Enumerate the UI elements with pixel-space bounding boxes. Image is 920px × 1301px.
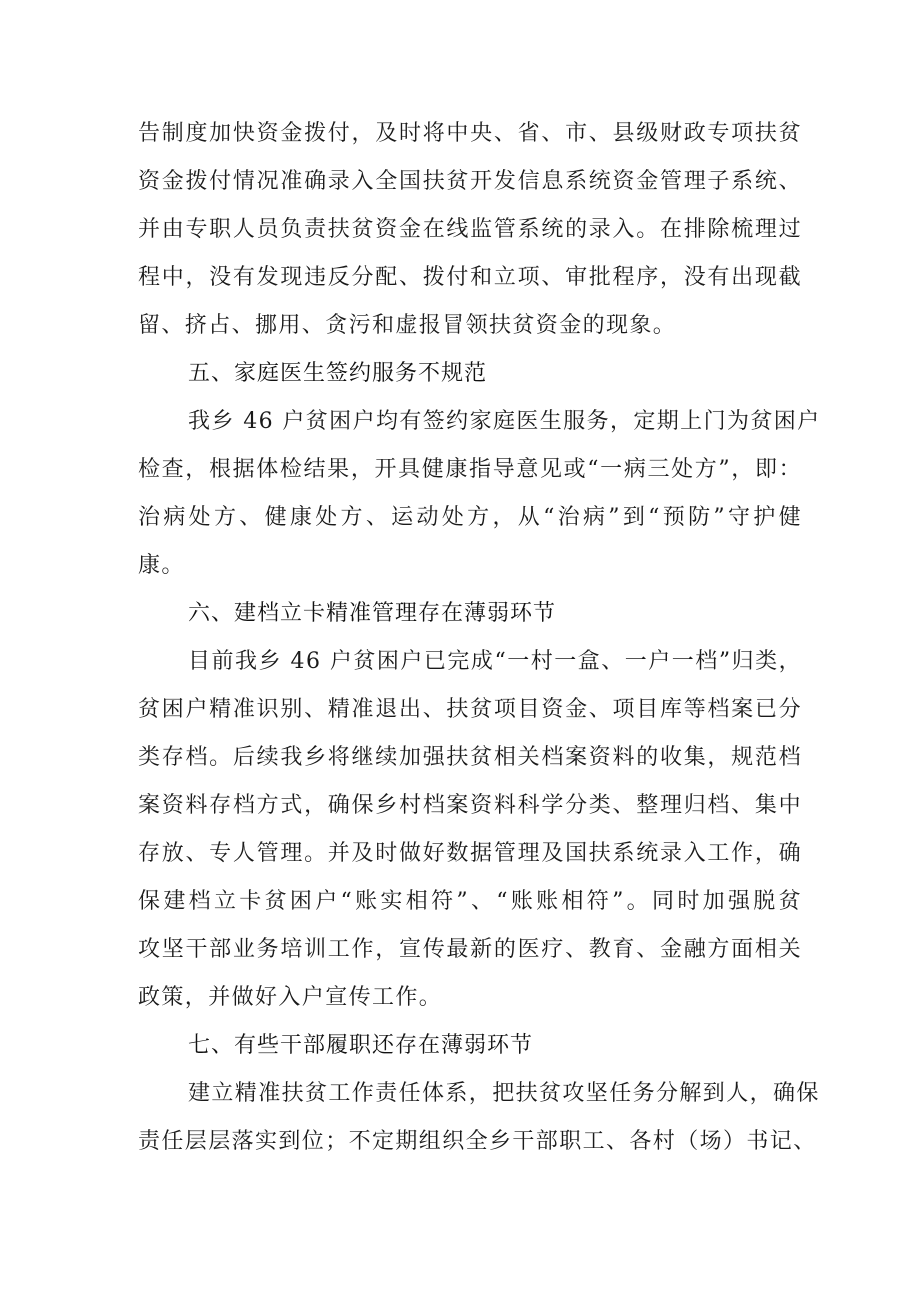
text-line: 资金拨付情况准确录入全国扶贫开发信息系统资金管理子系统、 (138, 169, 802, 194)
paragraph-family-doctor (138, 398, 821, 590)
document-body (138, 110, 821, 1166)
text-line: 程中，没有发现违反分配、拨付和立项、审批程序，没有出现截 (138, 265, 802, 290)
text-line: 责任层层落实到位；不定期组织全乡干部职工、各村（场）书记、 (138, 1129, 817, 1154)
text-line: 康。 (138, 553, 185, 578)
text-line: 建立精准扶贫工作责任体系，把扶贫攻坚任务分解到人，确保 (188, 1081, 820, 1106)
section-heading-6: 六、建档立卡精准管理存在薄弱环节 (188, 601, 557, 626)
text-line: 检查，根据体检结果，开具健康指导意见或“一病三处方”，即： (138, 457, 802, 482)
text-line: 案资料存档方式，确保乡村档案资料科学分类、整理归档、集中 (138, 793, 802, 818)
text-line: 告制度加快资金拨付，及时将中央、省、市、县级财政专项扶贫 (138, 121, 802, 146)
text-line: 留、挤占、挪用、贪污和虚报冒领扶贫资金的现象。 (138, 313, 677, 338)
text-line: 保建档立卡贫困户“账实相符”、“账账相符”。同时加强脱贫 (138, 889, 802, 914)
text-line: 类存档。后续我乡将继续加强扶贫相关档案资料的收集，规范档 (138, 745, 802, 770)
text-line: 贫困户精准识别、精准退出、扶贫项目资金、项目库等档案已分 (138, 697, 802, 722)
text-line: 我乡 46 户贫困户均有签约家庭医生服务，定期上门为贫困户 (188, 409, 821, 434)
text-line: 目前我乡 46 户贫困户已完成“一村一盒、一户一档”归类， (188, 649, 802, 674)
paragraph-fund-disbursement (138, 110, 802, 350)
paragraph-cadre-duties (138, 1070, 820, 1166)
text-line: 攻坚干部业务培训工作，宣传最新的医疗、教育、金融方面相关 (138, 937, 802, 962)
text-line: 治病处方、健康处方、运动处方，从“治病”到“预防”守护健 (138, 505, 802, 530)
section-heading-7: 七、有些干部履职还存在薄弱环节 (188, 1033, 534, 1058)
text-line: 政策，并做好入户宣传工作。 (138, 985, 443, 1010)
section-heading-5: 五、家庭医生签约服务不规范 (188, 361, 488, 386)
paragraph-archive-management (138, 638, 802, 1022)
text-line: 并由专职人员负责扶贫资金在线监管系统的录入。在排除梳理过 (138, 217, 802, 242)
text-line: 存放、专人管理。并及时做好数据管理及国扶系统录入工作，确 (138, 841, 802, 866)
